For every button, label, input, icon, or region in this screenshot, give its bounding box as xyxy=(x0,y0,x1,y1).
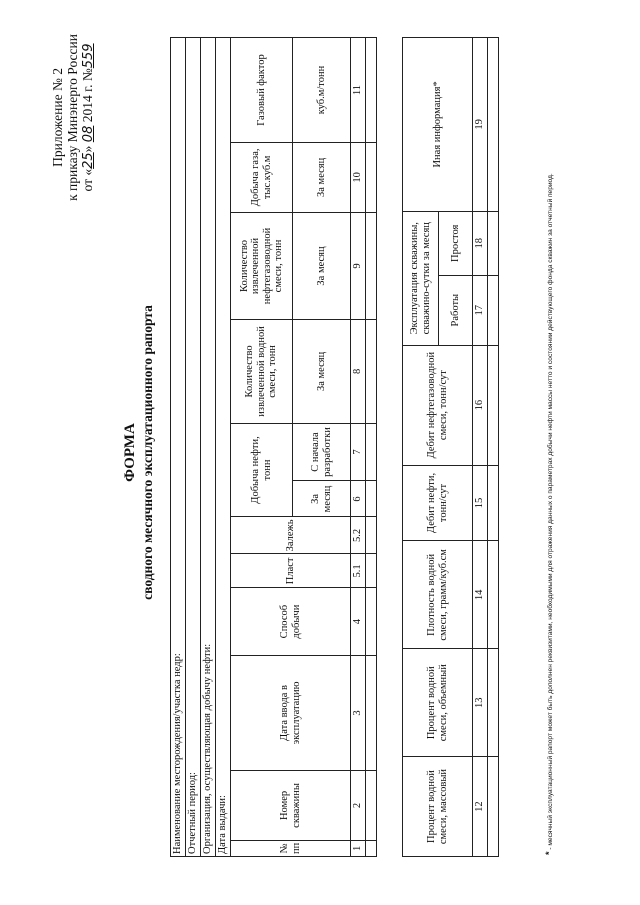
header-oil-month: За месяц xyxy=(293,481,351,517)
info-field-organization: Организация, осуществляющая добычу нефти: xyxy=(201,38,216,857)
col-number: 11 xyxy=(351,38,366,143)
appendix-header xyxy=(50,34,96,201)
col-number: 9 xyxy=(351,212,366,320)
header-gas-factor: Газовый фактор xyxy=(231,38,293,143)
col-number: 14 xyxy=(473,541,488,649)
main-report-table xyxy=(170,37,377,857)
header-fluid-month: За месяц xyxy=(293,212,351,320)
col-number: 16 xyxy=(473,345,488,465)
col-number: 1 xyxy=(351,840,366,856)
header-work: Работы xyxy=(439,275,473,345)
header-water-volume: Процент водной смеси, объемный xyxy=(403,649,473,757)
form-title: ФОРМА xyxy=(122,423,138,482)
col-number: 6 xyxy=(351,481,366,517)
col-number: 15 xyxy=(473,465,488,541)
footnote-mark: * xyxy=(544,851,554,855)
handwritten-month: 08 xyxy=(81,125,96,143)
col-number: 17 xyxy=(473,275,488,345)
handwritten-number: 559 xyxy=(81,43,96,69)
col-number: 4 xyxy=(351,588,366,656)
header-density: Плотность водной смеси, грамм/куб.см xyxy=(403,541,473,649)
header-other-info: Иная информация* xyxy=(403,38,473,212)
col-number: 2 xyxy=(351,771,366,841)
form-subtitle: сводного месячного эксплуатационного рапорта xyxy=(140,305,155,600)
header-water-mass: Процент водной смеси, массовый xyxy=(403,757,473,857)
header-water-mixture: Количество извлеченной водной смеси, тонн xyxy=(231,320,293,423)
header-gas-factor-unit: куб.м/тонн xyxy=(293,38,351,143)
header-layer: Пласт xyxy=(231,554,351,588)
footnote-text: - месячный эксплуатационный рапорт может быть дополнен реквизитами, необходимыми для отражения данных о параметрах добычи нефти массы нетто и состоянии действующего фонда скважин за отчетный период. xyxy=(547,173,554,850)
header-oil-rate: Дебит нефти, тонн/сут xyxy=(403,465,473,541)
col-number: 19 xyxy=(473,38,488,212)
col-number: 7 xyxy=(351,423,366,481)
header-water-month: За месяц xyxy=(293,320,351,423)
header-no: № пп xyxy=(231,840,351,856)
header-fluid-mixture: Количество извлеченной нефтегазоводной смеси, тонн xyxy=(231,212,293,320)
col-number: 3 xyxy=(351,655,366,770)
footnote xyxy=(545,75,555,855)
handwritten-day: 25 xyxy=(81,152,96,169)
col-number: 13 xyxy=(473,649,488,757)
info-field-field: Наименование месторождения/участка недр: xyxy=(171,38,186,857)
col-number: 18 xyxy=(473,211,488,275)
header-idle: Простоя xyxy=(439,211,473,275)
appendix-line1: Приложение № 2 xyxy=(50,68,65,167)
col-number: 5.1 xyxy=(351,554,366,588)
header-commission-date: Дата ввода в эксплуатацию xyxy=(231,655,351,770)
col-number: 10 xyxy=(351,143,366,213)
appendix-line3: от «25» 08 2014 г. №559 xyxy=(80,43,96,192)
appendix-line2: к приказу Минэнерго России xyxy=(65,34,80,201)
col-number: 5.2 xyxy=(351,517,366,554)
col-number: 8 xyxy=(351,320,366,423)
info-field-period: Отчетный период: xyxy=(186,38,201,857)
header-deposit: Залежь xyxy=(231,517,351,554)
header-oil-production: Добыча нефти, тонн xyxy=(231,423,293,517)
header-exploitation: Эксплуатация скважины, скважино-сутки за месяц xyxy=(403,211,439,345)
header-fluid-rate: Дебит нефтегазоводной смеси, тонн/сут xyxy=(403,345,473,465)
header-well-number: Номер скважины xyxy=(231,771,351,841)
col-number: 12 xyxy=(473,757,488,857)
secondary-report-table xyxy=(402,37,499,857)
header-gas-production: Добыча газа, тыс.куб.м xyxy=(231,143,293,213)
info-field-issue-date: Дата выдачи: xyxy=(216,38,231,857)
header-method: Способ добычи xyxy=(231,588,351,656)
header-oil-start: С начала разработки xyxy=(293,423,351,481)
header-gas-month: За месяц xyxy=(293,143,351,213)
